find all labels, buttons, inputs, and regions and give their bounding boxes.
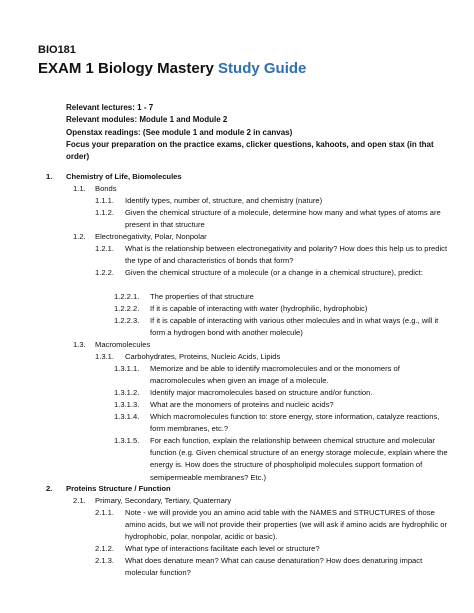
item-text: Identify types, number of, structure, and chemistry (nature)	[125, 196, 323, 205]
course-prefix: BIO	[38, 44, 58, 56]
subitem-number: 1.2.2.2.	[114, 304, 140, 313]
item-number: 1.2.2.	[95, 268, 114, 277]
section-number: 2.	[46, 484, 53, 493]
section-title: Chemistry of Life, Biomolecules	[66, 172, 182, 181]
subsection-number: 2.1.	[73, 496, 86, 505]
subitem-text: Memorize and be able to identify macromolecules and or the monomers of macromolecules when given an image of a molecule.	[150, 364, 400, 386]
item-text: What does denature mean? What can cause denaturation? How does denaturing impact molecular function?	[125, 556, 423, 578]
item-number: 1.1.1.	[95, 196, 114, 205]
subitem-text: The properties of that structure	[150, 292, 254, 301]
focus-preparation: Focus your preparation on the practice exams, clicker questions, kahoots, and open stax (in that order)	[66, 139, 434, 162]
subitem-number: 1.3.1.5.	[114, 436, 140, 445]
subsection-title: Electronegativity, Polar, Nonpolar	[95, 232, 207, 241]
course-code	[38, 44, 76, 56]
item-number: 2.1.3.	[95, 556, 114, 565]
course-number: 181	[57, 44, 76, 56]
subitem-text: What are the monomers of proteins and nucleic acids?	[150, 400, 334, 409]
subitem-number: 1.2.2.3.	[114, 316, 140, 325]
subitem-number: 1.3.1.4.	[114, 412, 140, 421]
item-text: Carbohydrates, Proteins, Nucleic Acids, Lipids	[125, 352, 281, 361]
subitem-text: Identify major macromolecules based on structure and/or function.	[150, 388, 373, 397]
item-text: Given the chemical structure of a molecule (or a change in a chemical structure), predict:	[125, 268, 423, 277]
title-accent: Study Guide	[218, 60, 307, 77]
item-text: Note - we will provide you an amino acid table with the NAMES and STRUCTURES of those amino acids, but we will not provide their properties (we will ask if amino acids are hydrophilic or hydrophobic, polar, nonpolar, acidic or basic).	[125, 508, 448, 542]
item-text: What is the relationship between electronegativity and polarity? How does this help us to predict the type of and characteristics of bonds that form?	[125, 244, 448, 266]
item-number: 1.3.1.	[95, 352, 114, 361]
subitem-number: 1.2.2.1.	[114, 292, 140, 301]
subitem-text: For each function, explain the relationship between chemical structure and molecular function (e.g. Given chemical structure of an energy storage molecule, explain where the energy is. How does the structure of phospholipid molecules support formation of semipermeable membranes? Etc.)	[150, 436, 448, 482]
item-text: What type of interactions facilitate each level or structure?	[125, 544, 320, 553]
relevant-info	[66, 102, 441, 163]
subitem-number: 1.3.1.1.	[114, 364, 140, 373]
subitem-number: 1.3.1.2.	[114, 388, 140, 397]
subitem-text: Which macromolecules function to: store energy, store information, catalyze reactions, form membranes, etc.?	[150, 412, 440, 434]
document-title	[38, 60, 306, 77]
openstax-readings: Openstax readings: (See module 1 and module 2 in canvas)	[66, 127, 293, 137]
relevant-modules: Relevant modules: Module 1 and Module 2	[66, 115, 228, 125]
subsection-title: Macromolecules	[95, 340, 151, 349]
item-text: Given the chemical structure of a molecule, determine how many and what types of atoms are present in that structure	[125, 208, 441, 230]
title-main: EXAM 1 Biology Mastery	[38, 60, 219, 77]
subitem-text: If it is capable of interacting with various other molecules and in what ways (e.g., will it form a hydrogen bond with another molecule)	[150, 316, 439, 338]
item-number: 1.1.2.	[95, 208, 114, 217]
subitem-number: 1.3.1.3.	[114, 400, 140, 409]
section-number: 1.	[46, 172, 53, 181]
section-title: Proteins Structure / Function	[66, 484, 171, 493]
subsection-title: Bonds	[95, 184, 117, 193]
item-number: 1.2.1.	[95, 244, 114, 253]
subsection-title: Primary, Secondary, Tertiary, Quaternary	[95, 496, 232, 505]
relevant-lectures: Relevant lectures: 1 - 7	[66, 103, 154, 112]
item-number: 2.1.1.	[95, 508, 114, 517]
item-number: 2.1.2.	[95, 544, 114, 553]
subsection-number: 1.1.	[73, 184, 86, 193]
subitem-text: If it is capable of interacting with water (hydrophilic, hydrophobic)	[150, 304, 368, 313]
subsection-number: 1.3.	[73, 340, 86, 349]
subsection-number: 1.2.	[73, 232, 86, 241]
